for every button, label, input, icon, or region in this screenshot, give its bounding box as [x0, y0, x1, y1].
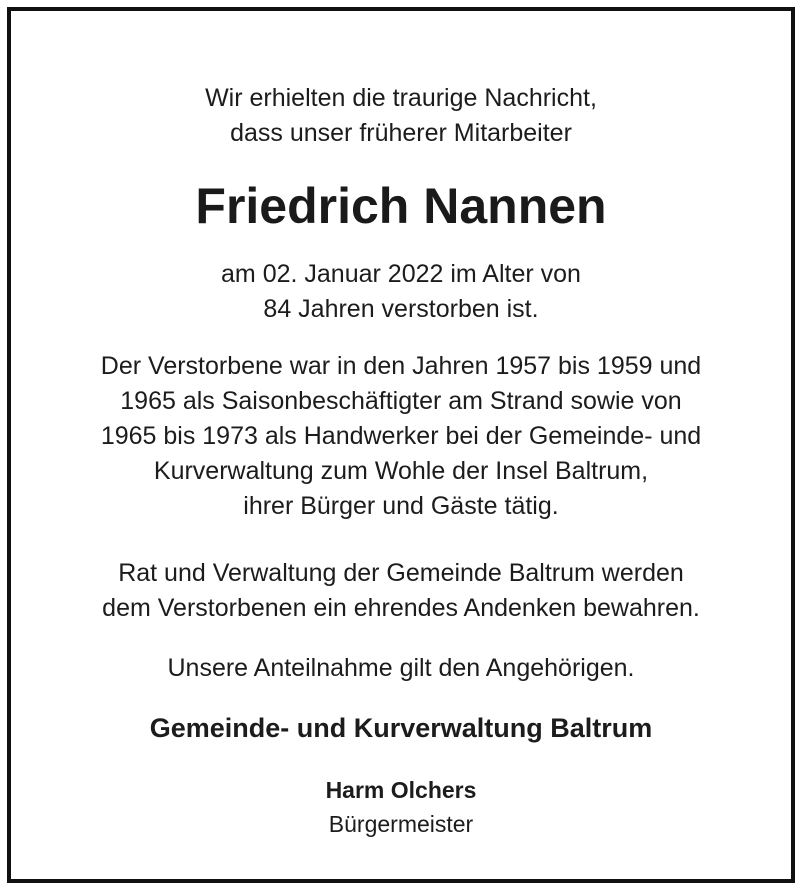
intro-line: dass unser früherer Mitarbeiter — [230, 119, 572, 147]
death-info-line: am 02. Januar 2022 im Alter von — [221, 260, 581, 288]
career-line: ihrer Bürger und Gäste tätig. — [243, 492, 559, 520]
death-info-line: 84 Jahren verstorben ist. — [263, 295, 539, 323]
death-info — [11, 257, 791, 327]
signer-title: Bürgermeister — [328, 811, 474, 837]
intro-text — [11, 81, 791, 151]
career-paragraph — [11, 349, 791, 524]
career-line: 1965 bis 1973 als Handwerker bei der Gemeinde- und — [100, 422, 702, 450]
obituary-frame — [7, 7, 795, 883]
organization-name: Gemeinde- und Kurverwaltung Baltrum — [149, 713, 653, 743]
career-line: Kurverwaltung zum Wohle der Insel Baltrum, — [153, 457, 649, 485]
memory-line: Rat und Verwaltung der Gemeinde Baltrum werden — [118, 559, 684, 587]
intro-line: Wir erhielten die traurige Nachricht, — [205, 84, 597, 112]
career-line: 1965 als Saisonbeschäftigter am Strand sowie von — [120, 387, 682, 415]
memory-paragraph — [11, 556, 791, 626]
signer-name: Harm Olchers — [325, 777, 477, 803]
deceased-name: Friedrich Nannen — [195, 178, 607, 234]
sympathy-text: Unsere Anteilnahme gilt den Angehörigen. — [167, 654, 635, 682]
memory-line: dem Verstorbenen ein ehrendes Andenken bewahren. — [102, 594, 700, 622]
career-line: Der Verstorbene war in den Jahren 1957 bis 1959 und — [100, 352, 702, 380]
